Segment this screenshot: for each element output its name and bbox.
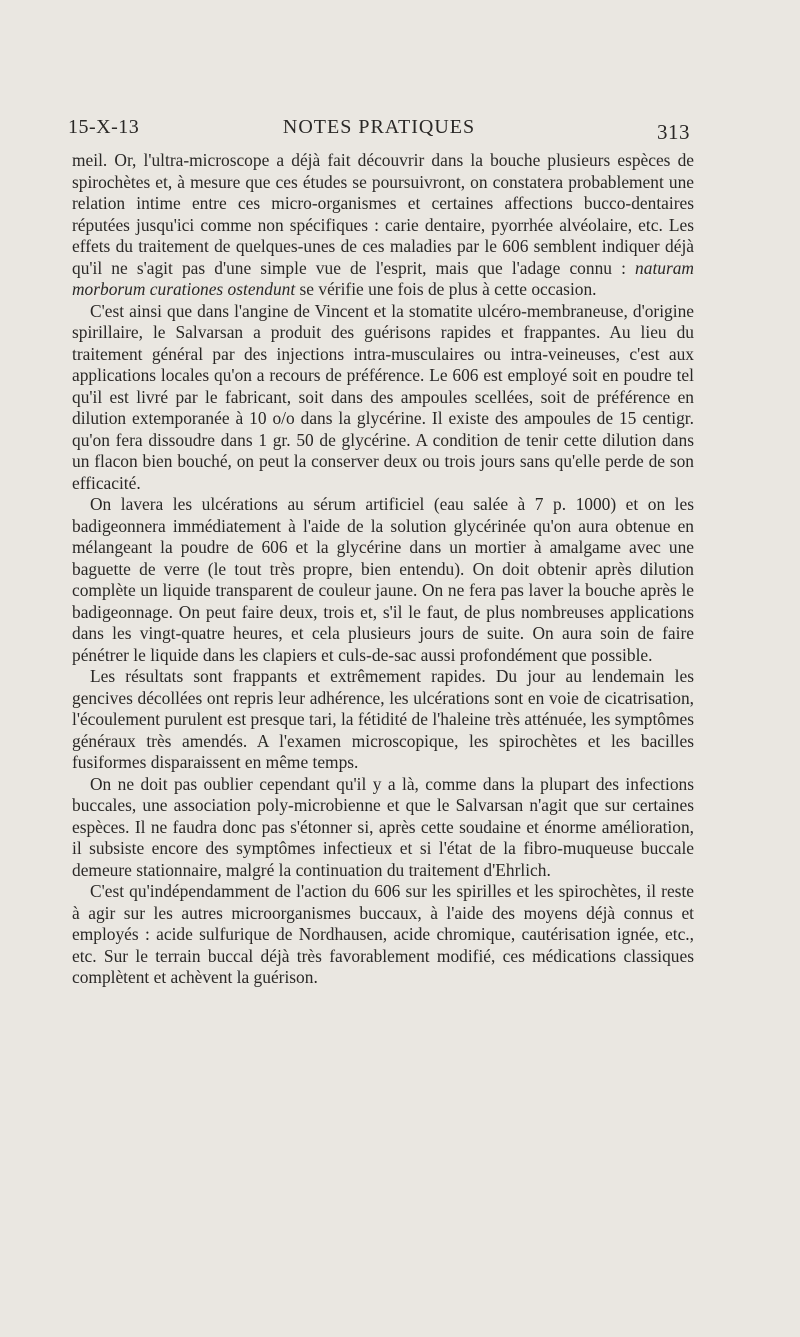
paragraph-1-end: se vérifie une fois de plus à cette occasion. — [295, 279, 597, 299]
paragraph-5: On ne doit pas oublier cependant qu'il y a là, comme dans la plupart des infections buccales, une association poly-microbienne et que le Salvarsan n'agit que sur certaines espèces. Il ne faudra donc pas s'étonner si, après cette soudaine et énorme amélioration, il subsiste encore des symptômes infectieux et si l'état de la fibro-muqueuse buccale demeure stationnaire, malgré la continuation du traitement d'Ehrlich. — [72, 773, 694, 880]
paragraph-2: C'est ainsi que dans l'angine de Vincent et la stomatite ulcéro-membraneuse, d'origine spirillaire, le Salvarsan a produit des guérisons rapides et frappantes. Au lieu du traitement général par des injections intra-musculaires ou intra-veineuses, c'est aux applications locales qu'on a recours de préférence. Le 606 est employé soit en poudre tel qu'il est livré par le fabricant, soit dans des ampoules scellées, soit de préférence en dilution extemporanée à 10 o/o dans la glycérine. Il existe des ampoules de 15 centigr. qu'on fera dissoudre dans 1 gr. 50 de glycérine. A condition de tenir cette dilution dans un flacon bien bouché, on peut la conserver deux ou trois jours sans qu'elle perde de son efficacité. — [72, 300, 694, 493]
header-title: NOTES PRATIQUES — [282, 116, 476, 138]
latin-adage: naturam morborum curationes ostendunt — [72, 257, 694, 299]
paragraph-3: On lavera les ulcérations au sérum artificiel (eau salée à 7 p. 1000) et on les badigeonnera immédiatement à l'aide de la solution glycérinée qu'on aura obtenue en mélangeant la poudre de 606 et la glycérine dans un mortier à amalgame avec une baguette de verre (le tout très propre, bien entendu). On doit obtenir après dilution complète un liquide transparent de couleur jaune. On ne fera pas laver la bouche après le badigeonnage. On peut faire deux, trois et, s'il le faut, de plus nombreuses applications dans les vingt-quatre heures, et cela plusieurs jours de suite. On aura soin de faire pénétrer le liquide dans les clapiers et culs-de-sac aussi profondément que possible. — [72, 494, 694, 665]
header-date: 15-X-13 — [68, 116, 140, 138]
body-text — [72, 150, 694, 989]
paragraph-1-text: meil. Or, l'ultra-microscope a déjà fait découvrir dans la bouche plusieurs espèces de spirochètes et, à mesure que ces études se poursuivront, on constatera probablement une relation intime entre ces micro-organismes et certaines affections bucco-dentaires réputées jusqu'ici comme non spécifiques : carie dentaire, pyorrhée alvéolaire, etc. Les effets du traitement de quelques-unes de ces maladies par le 606 semblent indiquer déjà qu'il ne s'agit pas d'une simple vue de l'esprit, mais que l'adage connu : — [72, 150, 694, 278]
paragraph-1 — [72, 150, 694, 301]
paragraph-4: Les résultats sont frappants et extrêmement rapides. Du jour au lendemain les gencives décollées ont repris leur adhérence, les ulcérations sont en voie de cicatrisation, l'écoulement purulent est presque tari, la fétidité de l'haleine très atténuée, les symptômes généraux très amendés. A l'examen microscopique, les spirochètes et les bacilles fusiformes disparaissent en même temps. — [72, 666, 694, 772]
page-number: 313 — [657, 120, 690, 144]
running-header — [68, 116, 690, 148]
paragraph-6: C'est qu'indépendamment de l'action du 606 sur les spirilles et les spirochètes, il reste à agir sur les autres microorganismes buccaux, à l'aide des moyens déjà connus et employés : acide sulfurique de Nordhausen, acide chromique, cautérisation ignée, etc., etc. Sur le terrain buccal déjà très favorablement modifié, ces médications classiques complètent et achèvent la guérison. — [72, 881, 694, 987]
